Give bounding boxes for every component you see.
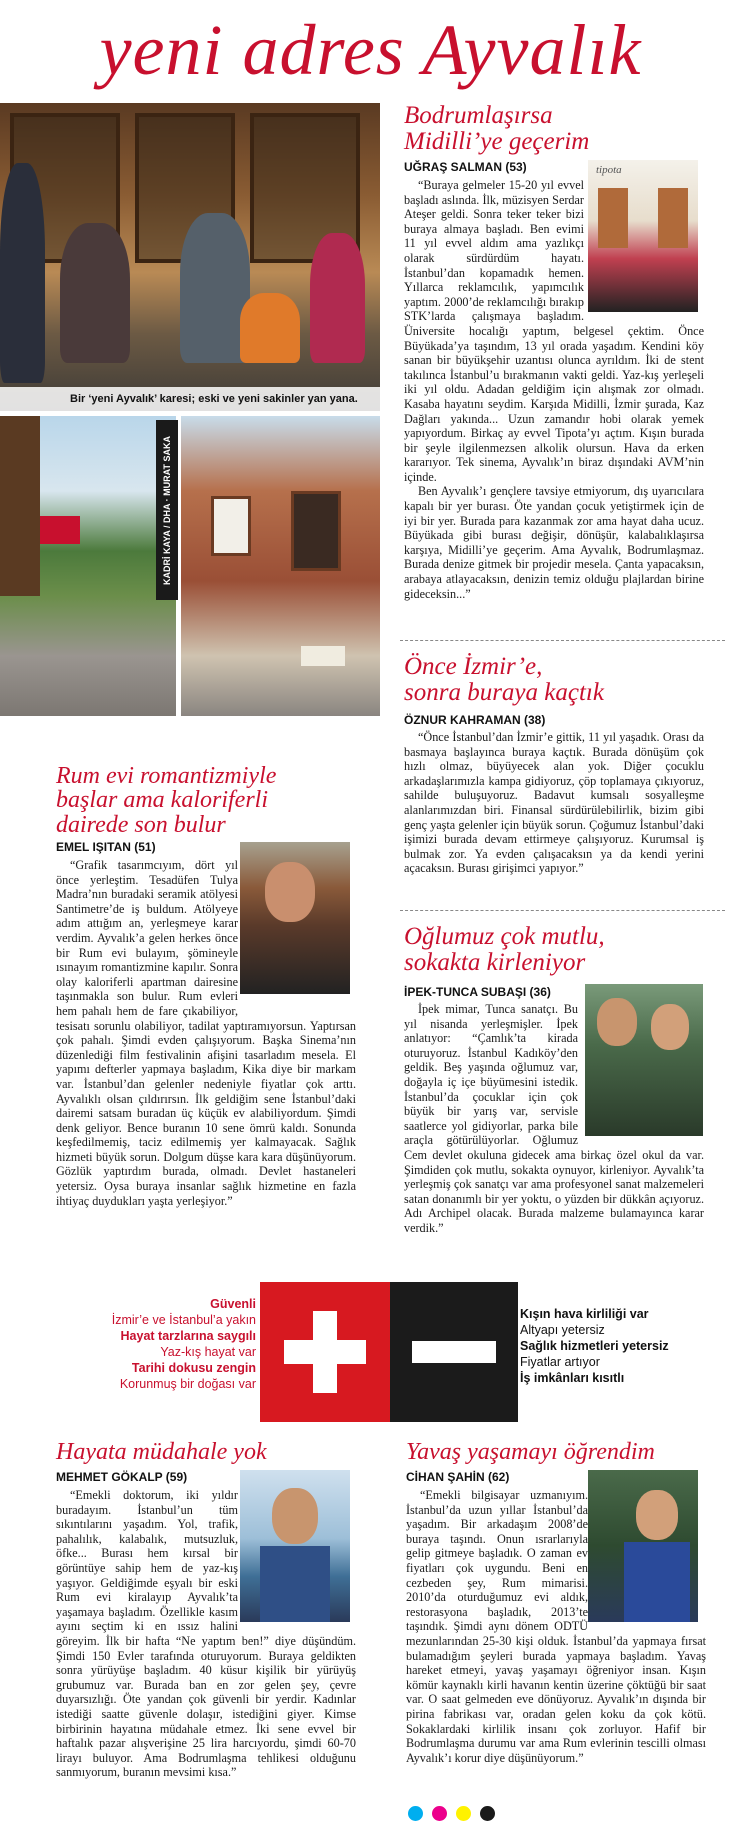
- divider-1: [400, 640, 725, 641]
- con-item: Kışın hava kirliliği var: [520, 1307, 649, 1321]
- article1-headline-line1: Bodrumlaşırsa: [404, 102, 553, 129]
- minus-box: [390, 1282, 518, 1422]
- article2-headline-line2: sonra buraya kaçtık: [404, 678, 604, 706]
- article1-portrait-sign: tipota: [596, 164, 622, 176]
- article3-paragraph-1: “Grafik tasarımcıyım, dört yıl önce yerleştim. Tesadüfen Tulya Madra’nın buradaki seramik atölyesi Santimetre’de iş buldum. Atölyeye adım attığım an, yerleşmeye karar verdim. Ayvalık’a gelen herkes önce bir Rum evi bulayım, şömineyle ısınayım romantizmine kapılır. Sonra olay kaloriferli apartman dairesine taşınmakla son bulur. Rum evleri hem pahalı hem de fare çıkabiliyor, tesisatı sorunlu olabiliyor, tadilat yaptıramıyorsun. Yaptırsan çok pahalı. Şimdi evden çalışıyorum. Başka Sinema’nın düzenlediği film festivalinin afişini tasarladım mesela. El yapımı defterler yapmaya başladım, Kika diye bir markam var. İstanbul’dan gelenler nedeniyle fiyatlar çok arttı. Ayvalıklı olsan çıldırırsın. İlk geldiğim sene İstanbul’daki dairemi satsam buradan üç küçük ev alabiliyordum. Şimdi denk geliyor. Bence buranın 10 sene ömrü kaldı. Sonunda keşfedilmemiş, taciz edilmemiş yer kalmayacak. Sağlık hizmeti büyük sorun. Dolgum düşse kara kara düşünüyorum. Gözlük yaptırdım burada, olmadı. Devlet hastaneleri yetersiz. Oysa buraya insanlar sağlık hizmetine en fazla ihtiyaç duydukları yaşta yerleşiyor.”: [56, 858, 356, 1208]
- article1-paragraph-2: Ben Ayvalık’ı gençlere tavsiye etmiyorum, dış uyarıcılara kapalı bir yer burası. Öte yandan çocuk yetiştirmek için de iyi bir yer. Burada para kazanmak zor ama hayat daha ucuz. Büyükada gibi burası değişir, dönüşür, kalabalıklaşırsa karşıya, Midilli’ye geçerim. Ama Ayvalık, Bodrumlaşmaz. Burada denize gitmek bir projedir mesela. Çanta yapacaksın, arabaya atlayacaksın, denizin temiz olduğu plajlardan birine gideceksin...”: [404, 484, 704, 601]
- photo-caption: Bir ‘yeni Ayvalık’ karesi; eski ve yeni sakinler yan yana.: [0, 387, 380, 411]
- article2-paragraph-1: “Önce İstanbul’dan İzmir’e gittik, 11 yıl yaşadık. Orası da basmaya başlayınca buraya kaçtık. Burada dönüşüm çok hızlı olmaz, büyüyecek alan yok. Diğer çocuklu arkadaşlarımızla kampa gidiyoruz, çöp toplamaya çıkıyoruz, sahilde buluşuyoruz. Badavut kumsalı sosyalleşme alanlarımızdan biri. Finansal sürdürülebilirlik, bizim gibi genç yaşta gelenler için büyük sorun. Çoğumuz İstanbul’daki işimizi burada devam ettirmeye çalışıyoruz. Kurumsal iş bulmak zor. Ya evden çalışacaksın ya da kendi yerini açacaksın. Burası girişimci yapıyor.”: [404, 730, 704, 876]
- article2-headline: [404, 654, 604, 705]
- cons-list: [520, 1306, 730, 1386]
- article5-headline: Hayata müdahale yok: [56, 1439, 267, 1465]
- article1-headline: [404, 103, 589, 154]
- photo-person-woman: [310, 233, 365, 363]
- photo-backpack: [240, 293, 300, 363]
- article5-paragraph-1: “Emekli doktorum, iki yıldır buradayım. İstanbul’un tüm sıkıntılarını yaşadım. Yol, trafik, pahalılık, kalabalık, mutsuzluk, öfke... Burası hem kırsal bir görüntüye sahip hem de yaz-kış yaşıyor. Geldiğimde eşyalı bir eski Rum evi kiralayıp Ayvalık’ta yaşamaya başladım. Özellikle kasım ayını seçtim ki en ıssız halini göreyim. İlk bir hafta “Ne yaptım ben!” diye düşündüm. Şimdi 150 Evler tarafında oturuyorum. Buraya geldikten sonra yürüyüşe başladım. 40 küsur kişilik bir yürüyüş grubumuz var. Burada ban en zor gelen şey, çevre duyarsızlığı. Öte yandan çok güvenli bir yerdir. Kadınlar istediği saatte güvenle dolaşır, istediğini giyer. Kimse birbirinin hayatına müdahale etmez. İki sene evvel bir haftalık pazar alışverişine 25 lira harcıyordu, şimdi 60-70 lirayı buluyor. Ama Bodrumlaşma tehlikesi olduğunu sanmıyorum, buranın mevsimi kısa.”: [56, 1488, 356, 1780]
- reg-mark-yellow: [456, 1806, 471, 1821]
- article2-byline: ÖZNUR KAHRAMAN (38): [404, 713, 546, 727]
- article1-headline-line2: Midilli’ye geçerim: [404, 127, 590, 155]
- pros-list: [60, 1296, 256, 1392]
- photo-person-elder: [60, 223, 130, 363]
- article1-float: [584, 178, 704, 314]
- photo-person-edge: [0, 163, 45, 383]
- article6-byline: CİHAN ŞAHİN (62): [406, 1470, 510, 1484]
- article3-byline: EMEL IŞITAN (51): [56, 840, 156, 854]
- plus-box: [260, 1282, 390, 1422]
- house-photo: [181, 416, 380, 716]
- article3-headline-line1: Rum evi romantizmiyle: [56, 763, 277, 789]
- reg-mark-cyan: [408, 1806, 423, 1821]
- photo-house-window-1: [211, 496, 251, 556]
- pro-item: İzmir’e ve İstanbul’a yakın: [111, 1313, 256, 1327]
- photo-arch: [0, 416, 40, 596]
- article4-body: [404, 1002, 704, 1236]
- divider-2: [400, 910, 725, 911]
- cafe-photo: [0, 103, 380, 411]
- photo-street-sign: [301, 646, 345, 666]
- article3-headline-line3: dairede son bulur: [56, 811, 226, 838]
- article1-byline: UĞRAŞ SALMAN (53): [404, 160, 527, 174]
- article2-headline-line1: Önce İzmir’e,: [404, 653, 543, 680]
- photo-credit: KADRİ KAYA / DHA · MURAT SAKA: [156, 420, 178, 600]
- con-item: Altyapı yetersiz: [520, 1323, 605, 1337]
- pro-item: Güvenli: [210, 1297, 256, 1311]
- article5-float: [238, 1488, 356, 1624]
- article1-body: [404, 178, 704, 601]
- con-item: Fiyatlar artıyor: [520, 1355, 600, 1369]
- article5-byline: MEHMET GÖKALP (59): [56, 1470, 188, 1484]
- photo-house-window-2: [291, 491, 341, 571]
- article4-headline: [404, 924, 605, 975]
- article6-paragraph-1: “Emekli bilgisayar uzmanıyım. İstanbul’da uzun yıllar İstanbul’da yaşadım. Bir arkadaşım 2008’de buraya taşındı. Onun ısrarlarıyla gelip gitmeye başladık. O zaman ev fiyatları çok uygundu. Beni en cezbeden şey, Rum mimarisi. 2010’da oturduğumuz evi aldık, restorasyona başladık, 2013’te taşındık. Şimdi aynı dönem ODTÜ mezunlarından 25-30 kişi olduk. İstanbul’da yapmaya fırsat bulamadığım şeyleri burada yapmaya başladım. Yavaş hareket etmeyi, yavaş yaşamayı öğreniyor insan. Kışın kömür kaynaklı kirli havanın kentin üzerine çöktüğü bir saat var. O saat gelmeden eve dönüyoruz. Ayvalık’ın dışında bir pirina fabrikası var, oradan gelen koku da çok kötü. Sokaklardaki kirlilik insanı çok zorluyor. Hafif bir Bodrumlaşma durumu var ama Rum evlerinin tescilli olması Ayvalık’ı korur diye düşünüyorum.”: [406, 1488, 706, 1765]
- article3-float: [238, 858, 356, 1004]
- photo-flag: [40, 516, 80, 544]
- article5-body: [56, 1488, 356, 1780]
- minus-icon: [412, 1341, 496, 1363]
- article6-float: [588, 1488, 706, 1624]
- article3-headline: [56, 764, 276, 837]
- reg-mark-magenta: [432, 1806, 447, 1821]
- article4-headline-line2: sokakta kirleniyor: [404, 948, 586, 976]
- article2-body: [404, 730, 704, 876]
- article4-paragraph-1: İpek mimar, Tunca sanatçı. Bu yıl nisanda yerleşmişler. İpek anlatıyor: “Çamlık’ta kirada oturuyoruz. İstanbul Kadıköy’den geldik. Beş yaşında oğlumuz var, doğayla iç içe büyümesini istedik. İstanbul’da çocuklar için çok büyük bir yarış var, servisle saatlerce yol gidiyorlar, parka bile araçla götürülüyorlar. Oğlumuz Cem devlet okuluna gidecek ama birkaç özel okul da var. Şimdiden çok mutlu, sokakta oynuyor, kirleniyor. Ayvalık’ta yerleşmiş çok sanatçı var ama profesyonel sanat malzemeleri satan donanımlı bir yer yoktu, o yüzden bir dükkân açıyoruz. Adı Archipel olacak. Burada malzeme bulamayınca karar verdik.”: [404, 1002, 704, 1235]
- pro-item: Korunmuş bir doğası var: [119, 1377, 256, 1391]
- article4-byline: İPEK-TUNCA SUBAŞI (36): [404, 985, 551, 999]
- reg-mark-black: [480, 1806, 495, 1821]
- article6-body: [406, 1488, 706, 1765]
- plus-icon: [313, 1311, 337, 1393]
- pro-item: Yaz-kış hayat var: [160, 1345, 256, 1359]
- con-item: İş imkânları kısıtlı: [520, 1371, 625, 1385]
- article3-headline-line2: başlar ama kaloriferli: [56, 787, 269, 814]
- pro-item: Tarihi dokusu zengin: [131, 1361, 256, 1375]
- pro-item: Hayat tarzlarına saygılı: [120, 1329, 256, 1343]
- street-photo: [0, 416, 176, 716]
- article3-body: [56, 858, 356, 1208]
- article4-headline-line1: Oğlumuz çok mutlu,: [404, 923, 605, 950]
- article6-headline: Yavaş yaşamayı öğrendim: [406, 1439, 655, 1465]
- masthead-title: yeni adres Ayvalık: [99, 10, 642, 90]
- article1-paragraph-1: “Buraya gelmeler 15-20 yıl evvel başladı aslında. İlk, müzisyen Serdar Ateşer geldi. Sonra teker teker bizi buraya almaya başladı. Ben evimi 11 yıl evvel aldım ama yazlıkçı olarak sürdürdüm hayatı. İstanbul’dan kopamadık hemen. Yıllarca reklamcılık, yapımcılık yaptım. 2000’de reklamcılığı bırakıp STK’larda çalışmaya başladım. Üniversite hocalığı yaptım, belgesel çektim. Önce Büyükada’ya taşındım, 13 yıl orada yaşadım. Kendini köy sanan bir büyükşehir uzantısı olunca ayrıldım. İki de stent takılınca İstanbul’u bırakmanın vakti geldi. Yaz-kış yerleşeli iki yıl oldu. Adadan geldiğim için alışmak zor olmadı. Kasaba hayatını seydim. Karşıda Midilli, İzmir şurada, Kaz Dağları yakında... Uzun zamandır hobi olarak yemek yapıyordum. Birkaç ay evvel Tipota’yı açtım. Kışın burada bir şeyle ilgilenmezsen alkolik olursun. Hava da erken kararıyor. Tek sinema, Ayvalık’ın biraz dışındaki AVM’nin içinde.: [404, 178, 704, 484]
- con-item: Sağlık hizmetleri yetersiz: [520, 1339, 669, 1353]
- article4-float: [578, 1002, 704, 1138]
